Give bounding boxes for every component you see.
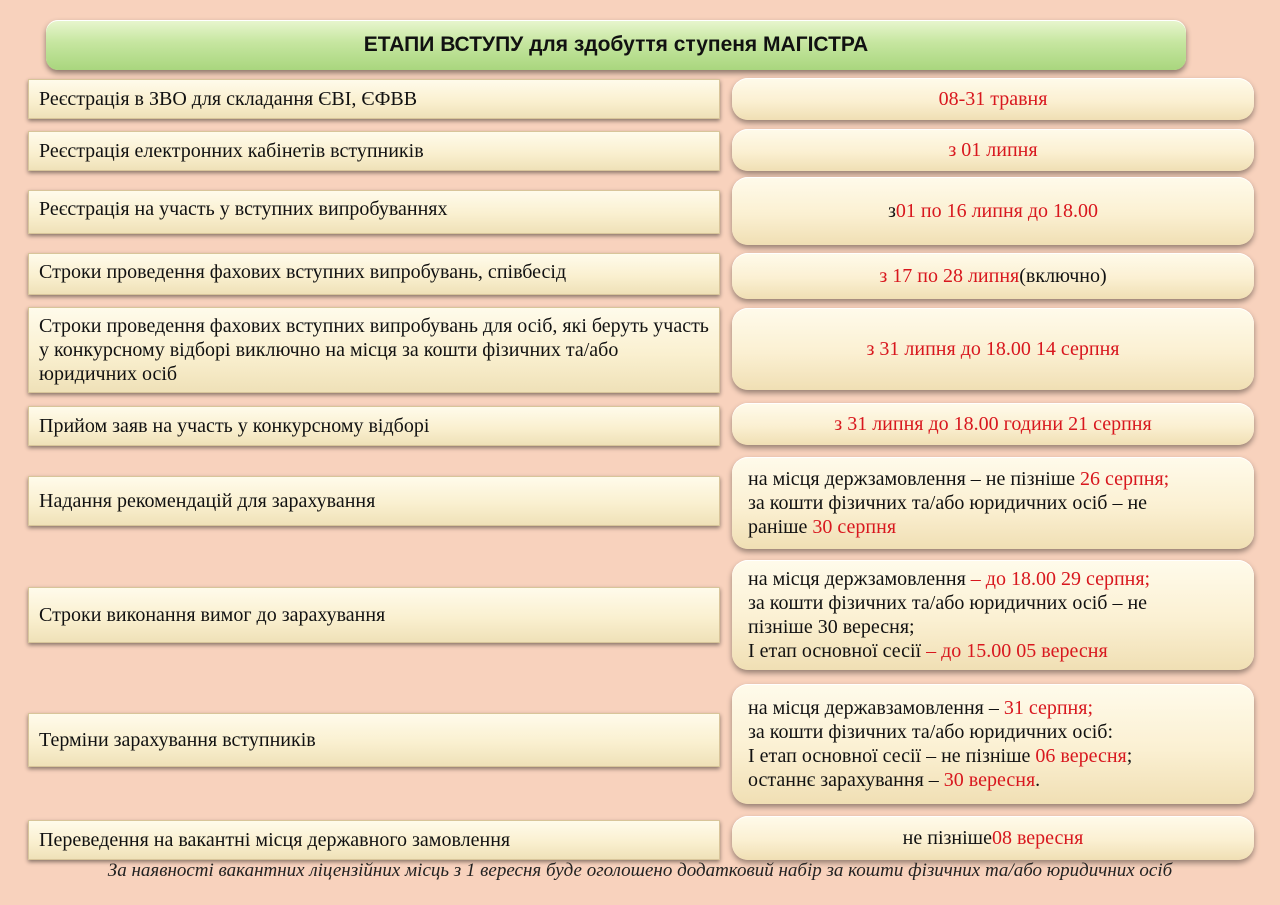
stage-label-professional-exams <box>28 253 720 295</box>
line-text: раніше <box>748 516 813 538</box>
stage-label-applications <box>28 406 720 446</box>
line-text: І етап основної сесії – не пізніше <box>748 745 1036 767</box>
stage-date-text: 08 вересня <box>991 827 1084 849</box>
stage-label-exam-registration <box>28 190 720 234</box>
stage-label-text: Строки виконання вимог до зарахування <box>39 604 386 626</box>
stage-date-transfer <box>732 816 1254 860</box>
stage-label-text: Строки проведення фахових вступних випробувань для осіб, які беруть участь у конкурсному відборі виключно на місця за кошти фізичних та/або юридичних осіб <box>39 315 709 385</box>
line-text: на місця держзамовлення <box>748 568 971 590</box>
line-text: ; <box>1126 745 1133 767</box>
stage-date-requirements <box>732 560 1254 670</box>
stage-label-text: Реєстрація електронних кабінетів вступників <box>39 140 424 162</box>
line-date: – до 15.00 05 вересня <box>926 640 1108 662</box>
stage-label-evi-registration <box>28 79 720 119</box>
stage-label-text: Реєстрація на участь у вступних випробуваннях <box>39 198 448 220</box>
line-date: 26 серпня; <box>1080 468 1170 490</box>
line-text: на місця держзамовлення – не пізніше <box>748 468 1081 490</box>
stage-date-professional-exams <box>732 253 1254 299</box>
stage-date-text: 08-31 травня <box>938 88 1048 110</box>
stage-date-lines <box>748 567 1150 663</box>
stage-label-transfer <box>28 820 720 860</box>
stage-date-text: з 01 липня <box>948 139 1038 161</box>
stage-date-enrollment <box>732 684 1254 804</box>
line-text: І етап основної сесії <box>748 640 927 662</box>
stage-label-text: Терміни зарахування вступників <box>39 729 316 751</box>
line-date: 31 серпня; <box>1003 697 1094 719</box>
stage-date-prefix: не пізніше <box>902 827 992 849</box>
line-text: . <box>1035 769 1041 791</box>
stage-date-lines <box>748 696 1132 792</box>
stage-label-text: Переведення на вакантні місця державного замовлення <box>39 829 511 851</box>
stage-date-suffix: (включно) <box>1019 265 1107 287</box>
line-text: пізніше 30 вересня; <box>748 616 915 638</box>
stage-label-requirements <box>28 587 720 643</box>
stage-label-cabinets <box>28 131 720 171</box>
stage-date-prefix: з <box>887 200 896 222</box>
line-text: за кошти фізичних та/або юридичних осіб: <box>748 721 1114 743</box>
stage-label-contract-exams <box>28 307 720 393</box>
stage-date-text: з 31 липня до 18.00 14 серпня <box>866 338 1120 360</box>
stage-date-lines <box>748 467 1169 539</box>
stage-date-cabinets <box>732 129 1254 171</box>
stage-label-enrollment <box>28 713 720 767</box>
stage-label-text: Надання рекомендацій для зарахування <box>39 490 376 512</box>
stage-date-text: 01 по 16 липня до 18.00 <box>895 200 1099 222</box>
stage-label-text: Прийом заяв на участь у конкурсному відборі <box>39 415 430 437</box>
line-date: – до 18.00 29 серпня; <box>970 568 1151 590</box>
line-date: 30 серпня <box>812 516 897 538</box>
page-title-bar <box>46 20 1186 70</box>
stage-date-text: з 31 липня до 18.00 години 21 серпня <box>834 413 1152 435</box>
line-text: останнє зарахування – <box>748 769 944 791</box>
line-text: за кошти фізичних та/або юридичних осіб – не <box>748 492 1148 514</box>
line-date: 06 вересня <box>1035 745 1127 767</box>
stage-date-contract-exams <box>732 308 1254 390</box>
stage-label-text: Реєстрація в ЗВО для складання ЄВІ, ЄФВВ <box>39 88 418 110</box>
stage-label-text: Строки проведення фахових вступних випробувань, співбесід <box>39 261 567 283</box>
stage-date-evi-registration <box>732 78 1254 120</box>
footnote: За наявності вакантних ліцензійних місць з 1 вересня буде оголошено додатковий набір за кошти фізичних та/або юридичних осіб <box>107 860 1173 881</box>
line-text: за кошти фізичних та/або юридичних осіб – не <box>748 592 1148 614</box>
stage-date-text: з 17 по 28 липня <box>879 265 1020 287</box>
page-title: ЕТАПИ ВСТУПУ для здобуття ступеня МАГІСТРА <box>363 33 869 56</box>
stage-date-recommendations <box>732 457 1254 549</box>
stage-date-exam-registration <box>732 177 1254 245</box>
stage-label-recommendations <box>28 476 720 526</box>
line-date: 30 вересня <box>943 769 1036 791</box>
line-text: на місця державзамовлення – <box>748 697 1004 719</box>
stage-date-applications <box>732 403 1254 445</box>
